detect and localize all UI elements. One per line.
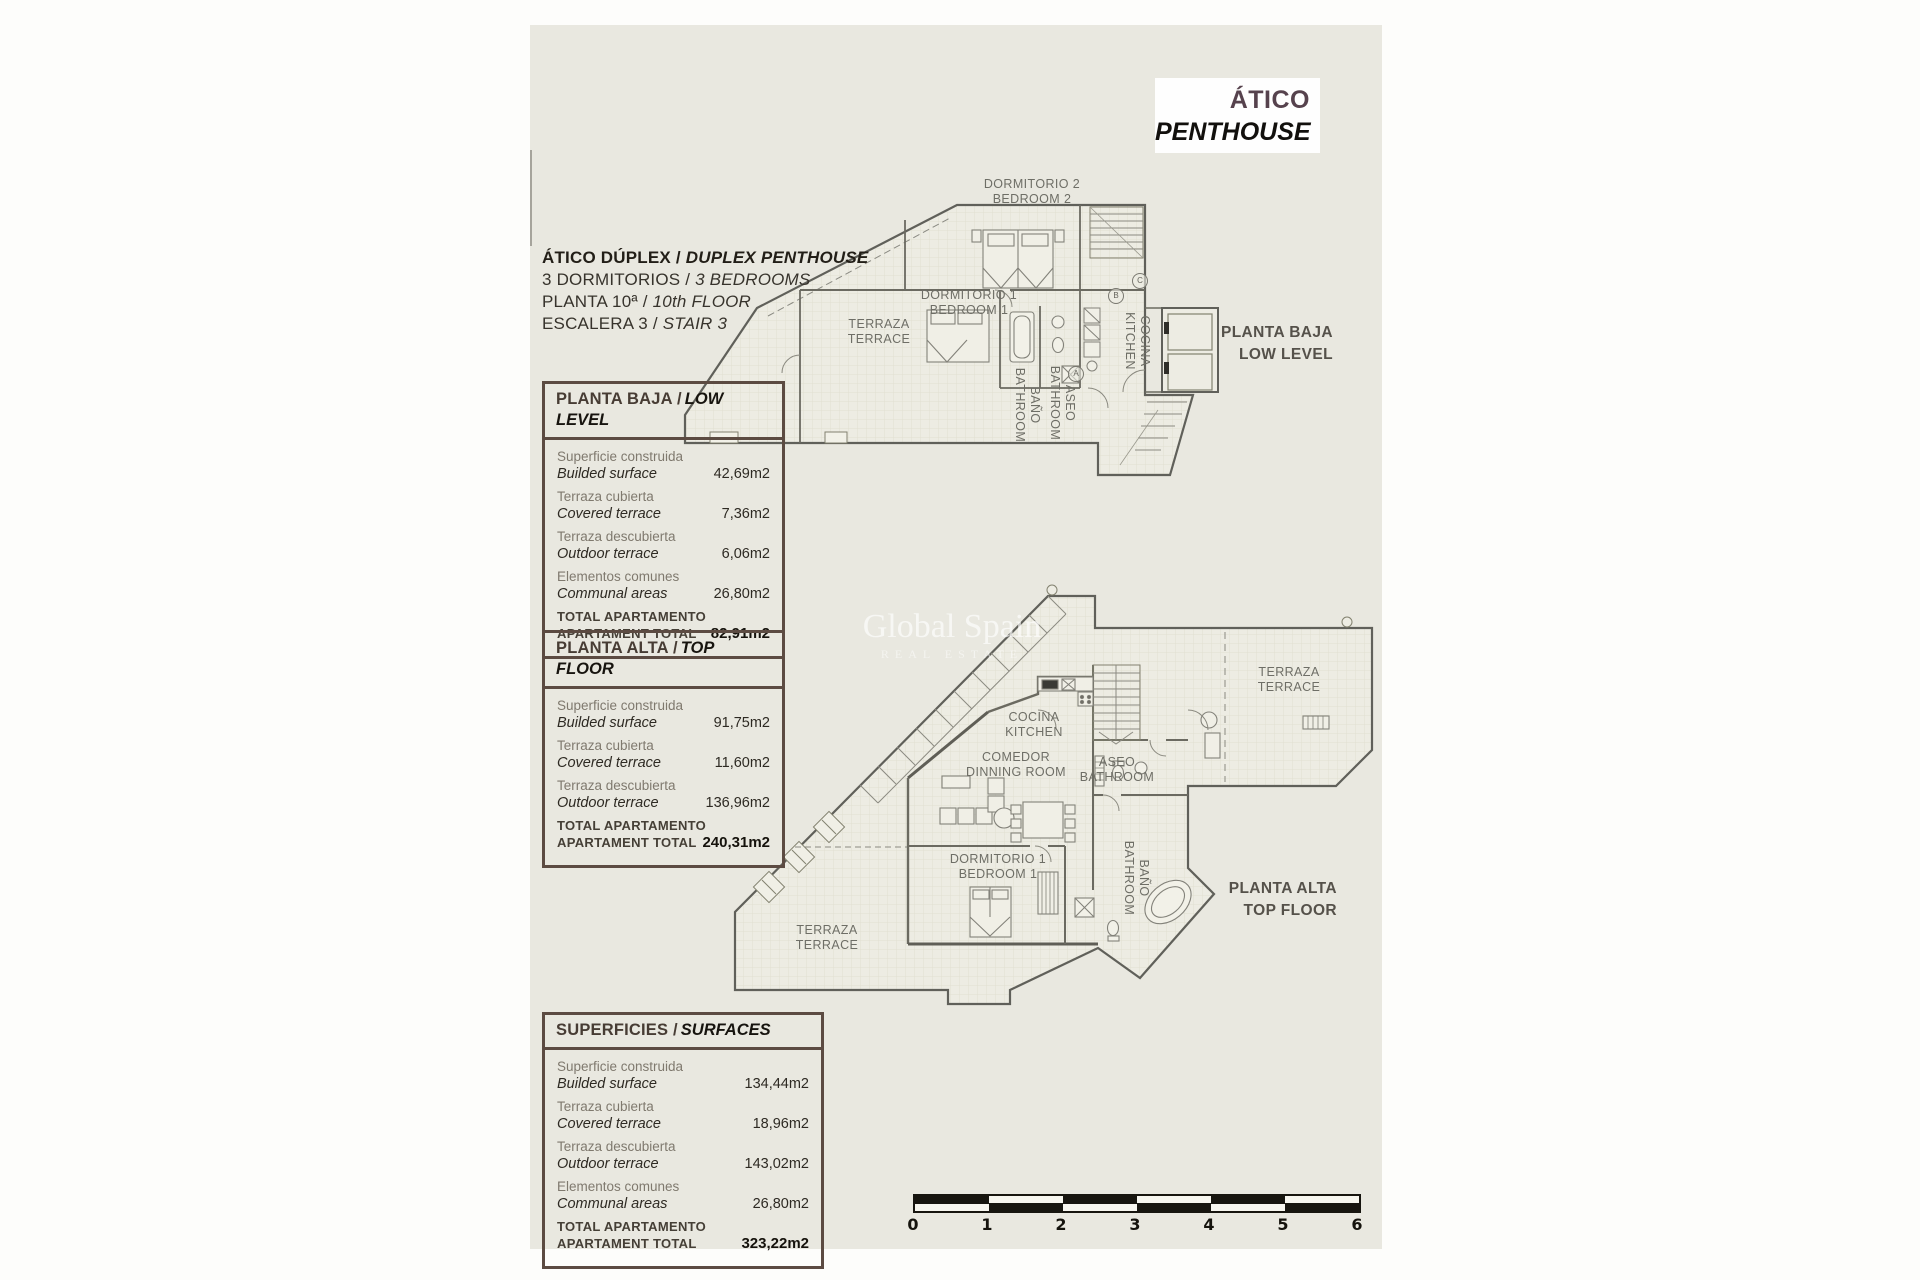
table-row: Terraza descubierta Outdoor terrace 136,96m2	[557, 778, 770, 811]
table-row: Terraza cubierta Covered terrace 18,96m2	[557, 1099, 809, 1132]
table-row: Superficie construida Builded surface 91,75m2	[557, 698, 770, 731]
room-label-bedroom1-low: DORMITORIO 1 BEDROOM 1	[920, 288, 1018, 317]
desc-line2-en: 3 BEDROOMS	[695, 270, 811, 289]
scale-tick-6: 6	[1351, 1215, 1363, 1234]
table-surfaces	[542, 1012, 824, 1269]
table-row: Elementos comunes Communal areas 26,80m2	[557, 1179, 809, 1212]
title-en: PENTHOUSE	[1155, 118, 1311, 146]
desc-line3-es: PLANTA 10ª /	[542, 292, 648, 311]
table-row: Terraza cubierta Covered terrace 11,60m2	[557, 738, 770, 771]
room-label-terrace-low: TERRAZA TERRACE	[847, 317, 911, 346]
desc-line4-es: ESCALERA 3 /	[542, 314, 658, 333]
table-total-row: TOTAL APARTAMENTO APARTAMENT TOTAL 240,31m2	[557, 818, 770, 851]
room-label-bedroom2-low: DORMITORIO 2 BEDROOM 2	[983, 177, 1081, 206]
scale-bar	[913, 1194, 1361, 1213]
desc-line3-en: 10th FLOOR	[652, 292, 752, 311]
desc-line1-es: ÁTICO DÚPLEX /	[542, 248, 681, 267]
table-row: Terraza descubierta Outdoor terrace 143,02m2	[557, 1139, 809, 1172]
room-label-bath-low: BAÑO BATHROOM	[1013, 367, 1042, 443]
plan-marker-c: C	[1132, 273, 1148, 289]
room-label-terrace-bottom: TERRAZA TERRACE	[795, 923, 859, 952]
scale-tick-0: 0	[907, 1215, 919, 1234]
plan-marker-b: B	[1108, 288, 1124, 304]
room-label-aseo-top: ASEO BATHROOM	[1079, 755, 1155, 784]
annotation-planta-alta: PLANTA ALTA TOP FLOOR	[1228, 880, 1337, 919]
table-row: Superficie construida Builded surface 134,44m2	[557, 1059, 809, 1092]
room-label-dining: COMEDOR DINNING ROOM	[966, 750, 1066, 779]
table-row: Elementos comunes Communal areas 26,80m2	[557, 569, 770, 602]
plan-marker-a: A	[1068, 366, 1084, 382]
desc-line4-en: STAIR 3	[662, 314, 728, 333]
table-row: Terraza descubierta Outdoor terrace 6,06m2	[557, 529, 770, 562]
scale-tick-4: 4	[1203, 1215, 1215, 1234]
table-total-row: TOTAL APARTAMENTO APARTAMENT TOTAL 323,22m2	[557, 1219, 809, 1252]
room-label-aseo-low: ASEO BATHROOM	[1048, 365, 1077, 441]
scale-tick-1: 1	[981, 1215, 993, 1234]
annotation-planta-baja: PLANTA BAJA LOW LEVEL	[1220, 324, 1333, 363]
page-edge-line	[530, 150, 532, 246]
table-top-floor	[542, 630, 785, 868]
room-label-bedroom1-top: DORMITORIO 1 BEDROOM 1	[949, 852, 1047, 881]
table-row: Superficie construida Builded surface 42,69m2	[557, 449, 770, 482]
room-label-kitchen-top: COCINA KITCHEN	[1005, 710, 1063, 739]
scale-tick-5: 5	[1277, 1215, 1289, 1234]
desc-line2-es: 3 DORMITORIOS /	[542, 270, 691, 289]
room-label-kitchen-low: COCINA KITCHEN	[1123, 312, 1152, 370]
scale-tick-3: 3	[1129, 1215, 1141, 1234]
room-label-terrace-right: TERRAZA TERRACE	[1257, 665, 1321, 694]
table-low-level-header: PLANTA BAJA / LOW LEVEL	[545, 384, 782, 440]
table-row: Terraza cubierta Covered terrace 7,36m2	[557, 489, 770, 522]
watermark-brand: Global Spain	[862, 608, 1042, 645]
table-top-floor-header: PLANTA ALTA / TOP FLOOR	[545, 633, 782, 689]
watermark-subtitle: REAL ESTATE	[880, 647, 1024, 661]
scale-tick-2: 2	[1055, 1215, 1067, 1234]
title-es: ÁTICO	[1229, 86, 1310, 114]
unit-description	[542, 247, 868, 335]
desc-line1-en: DUPLEX PENTHOUSE	[685, 248, 869, 267]
table-total-row: TOTAL APARTAMENTO APARTAMENT TOTAL 82,91m2	[557, 609, 770, 642]
room-label-bath-top: BAÑO BATHROOM	[1122, 840, 1151, 916]
title-box	[1155, 78, 1320, 153]
table-surfaces-header: SUPERFICIES / SURFACES	[545, 1015, 821, 1050]
table-low-level	[542, 381, 785, 659]
